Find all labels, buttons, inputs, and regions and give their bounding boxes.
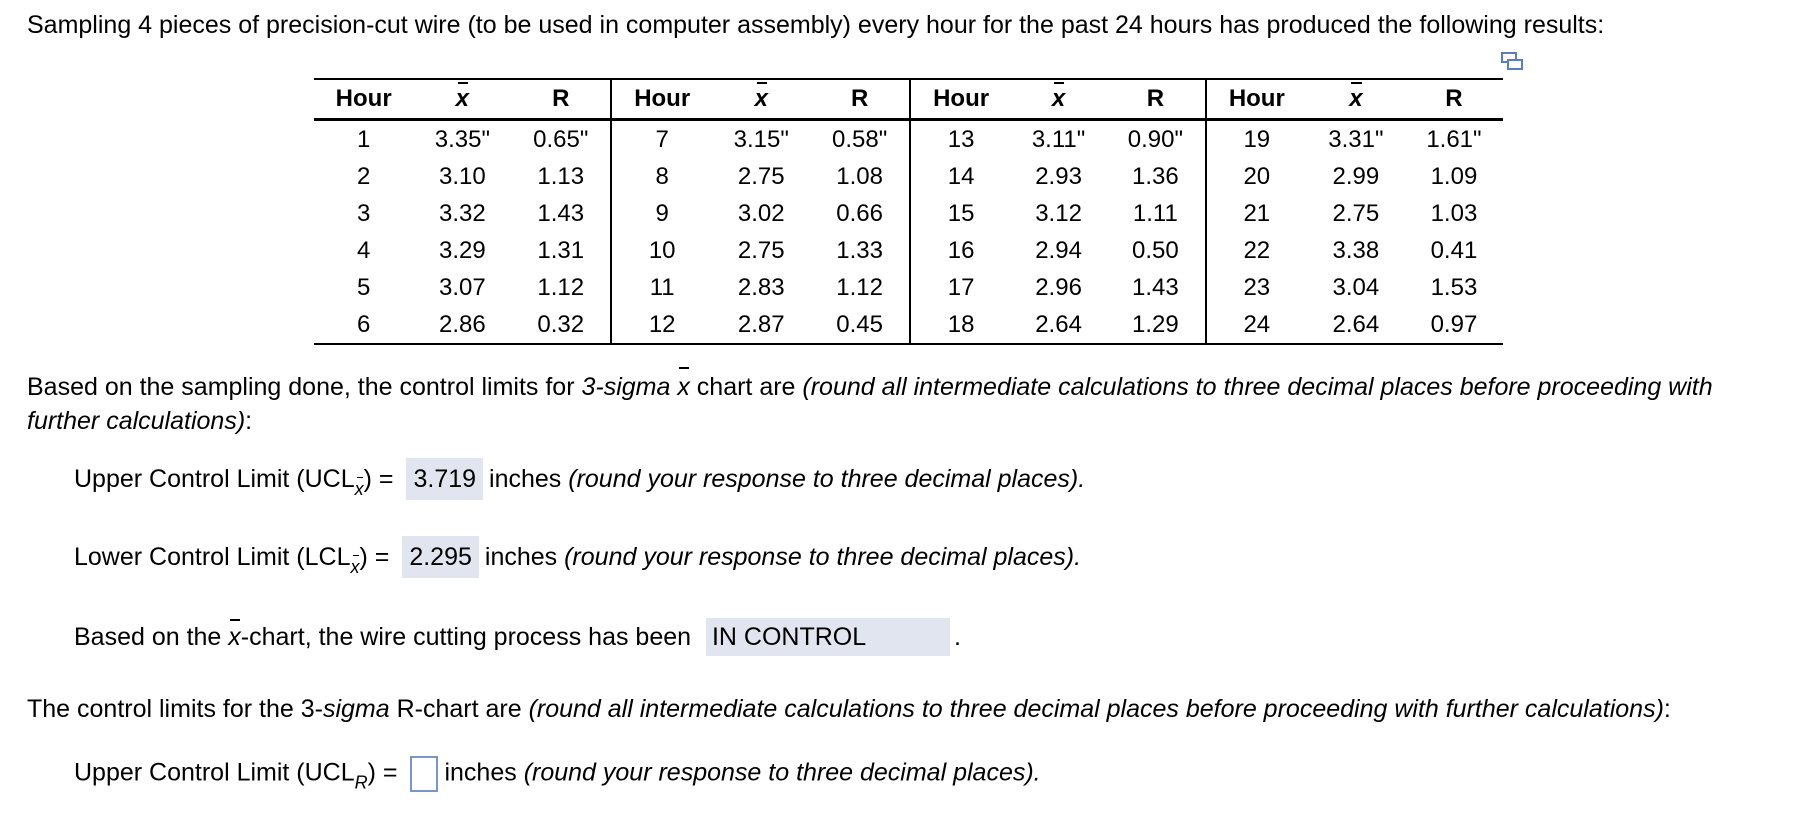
xbar-question: Based on the sampling done, the control limits for 3-sigma x chart are (round all intermediate calculations to three decimal places before proceeding with further calculations): [27, 370, 1767, 438]
xbar-cell: 2.93 [1035, 162, 1082, 190]
hour-cell: 14 [910, 158, 1011, 195]
table-row [314, 195, 1503, 232]
hour-cell: 11 [611, 269, 712, 306]
hour-cell: 21 [1206, 195, 1307, 232]
hour-cell: 15 [910, 195, 1011, 232]
hour-cell: 22 [1206, 232, 1307, 269]
range-cell: 0.58" [832, 125, 888, 153]
range-cell: 1.29 [1106, 306, 1206, 344]
xbar-cell: 3.11" [1031, 125, 1086, 153]
table-row [314, 120, 1503, 159]
range-cell: 0.65" [533, 125, 589, 153]
wire-sampling-table [314, 78, 1503, 345]
xbar-cell: 2.75 [1332, 199, 1380, 227]
col-xbar: x [1011, 79, 1106, 120]
table-row [314, 158, 1503, 195]
xbar-cell: 3.10 [439, 162, 486, 190]
popout-window-icon[interactable] [1500, 50, 1524, 74]
xbar-cell: 2.83 [737, 273, 785, 301]
ucl-xbar-answer[interactable]: 3.719 [406, 458, 483, 500]
range-cell: 0.32 [511, 306, 611, 344]
hour-cell: 1 [357, 125, 371, 153]
range-cell: 1.11 [1132, 199, 1178, 227]
xbar-cell: 3.35" [434, 125, 490, 153]
range-cell: 1.53 [1430, 273, 1478, 301]
hour-cell: 9 [611, 195, 712, 232]
xbar-cell: 3.15" [733, 125, 789, 153]
xbar-cell: 2.75 [737, 162, 785, 190]
xbar-cell: 2.86 [413, 306, 511, 344]
col-hour: Hour [611, 79, 712, 120]
range-cell: 1.08 [836, 162, 883, 190]
problem-intro: Sampling 4 pieces of precision-cut wire (to be used in computer assembly) every hour for the past 24 hours has produced the following results: [27, 11, 1605, 39]
col-range: R [511, 79, 611, 120]
ucl-r-line: Upper Control Limit $(UCL_R)$ = inches (round your response to three decimal places). [74, 756, 1041, 794]
xbar-cell: 2.87 [712, 306, 810, 344]
xbar-cell: 3.38 [1332, 236, 1380, 264]
xbar-cell: 2.75 [737, 236, 785, 264]
range-cell: 1.33 [836, 236, 883, 264]
xbar-cell: 2.99 [1332, 162, 1380, 190]
col-xbar: x [413, 79, 511, 120]
col-hour: Hour [1206, 79, 1307, 120]
hour-cell: 4 [357, 236, 371, 264]
range-cell: 1.09 [1430, 162, 1478, 190]
xbar-cell: 3.32 [439, 199, 486, 227]
col-range: R [810, 79, 910, 120]
table-row [314, 306, 1503, 344]
process-status-dropdown[interactable]: IN CONTROL [706, 618, 950, 656]
table-row [314, 269, 1503, 306]
lcl-xbar-answer[interactable]: 2.295 [402, 536, 479, 578]
hour-cell: 19 [1206, 120, 1307, 159]
xbar-symbol: x [677, 370, 690, 404]
hour-cell: 23 [1206, 269, 1307, 306]
hour-cell: 16 [910, 232, 1011, 269]
lcl-xbar-line: Lower Control Limit $(LCL_x) = 2.295$ inches (round your response to three decimal places). [74, 536, 1081, 579]
hour-cell: 10 [611, 232, 712, 269]
table-header-row [314, 79, 1503, 120]
range-cell: 0.41 [1430, 236, 1478, 264]
range-cell: 0.45 [810, 306, 910, 344]
col-xbar: x [1307, 79, 1405, 120]
range-cell: 1.31 [537, 236, 585, 264]
col-xbar: x [712, 79, 810, 120]
hour-cell: 20 [1206, 158, 1307, 195]
table-row [314, 232, 1503, 269]
xbar-cell: 2.94 [1035, 236, 1082, 264]
col-range: R [1106, 79, 1206, 120]
hour-cell: 7 [611, 120, 712, 159]
col-hour: Hour [314, 79, 413, 120]
xbar-cell: 3.12 [1035, 199, 1082, 227]
hour-cell: 3 [357, 199, 371, 227]
hour-cell: 24 [1206, 306, 1307, 344]
range-cell: 1.03 [1430, 199, 1478, 227]
hour-cell: 18 [910, 306, 1011, 344]
range-cell: 1.13 [537, 162, 585, 190]
range-cell: 1.12 [836, 273, 883, 301]
range-cell: 0.50 [1132, 236, 1179, 264]
range-cell: 1.36 [1132, 162, 1179, 190]
hour-cell: 8 [611, 158, 712, 195]
range-cell: 1.12 [537, 273, 585, 301]
hour-cell: 13 [910, 120, 1011, 159]
range-cell: 1.43 [1132, 273, 1179, 301]
xbar-cell: 3.07 [439, 273, 486, 301]
xbar-cell: 3.31" [1328, 125, 1384, 153]
xbar-cell: 2.64 [1307, 306, 1405, 344]
xbar-cell: 2.96 [1035, 273, 1082, 301]
xbar-cell: 3.04 [1332, 273, 1380, 301]
hour-cell: 6 [314, 306, 413, 344]
col-range: R [1405, 79, 1503, 120]
xbar-cell: 2.64 [1011, 306, 1106, 344]
hour-cell: 5 [357, 273, 371, 301]
xbar-cell: 3.02 [737, 199, 785, 227]
range-cell: 1.61" [1426, 125, 1482, 153]
ucl-r-input[interactable] [410, 756, 438, 792]
hour-cell: 12 [611, 306, 712, 344]
col-hour: Hour [910, 79, 1011, 120]
hour-cell: 2 [357, 162, 371, 190]
range-cell: 1.43 [537, 199, 585, 227]
ucl-xbar-line: Upper Control Limit $(UCL_x) = 3.719$ inches (round your response to three decimal places). [74, 458, 1085, 501]
hour-cell: 17 [910, 269, 1011, 306]
range-cell: 0.90" [1127, 125, 1183, 153]
r-chart-question: The control limits for the 3-sigma R-chart are (round all intermediate calculations to three decimal places before proceeding with further calculations): [27, 695, 1671, 723]
xbar-cell: 3.29 [439, 236, 486, 264]
process-conclusion-line: Based on the x-chart, the wire cutting process has been IN CONTROL . [74, 618, 961, 656]
range-cell: 0.66 [836, 199, 883, 227]
range-cell: 0.97 [1405, 306, 1503, 344]
